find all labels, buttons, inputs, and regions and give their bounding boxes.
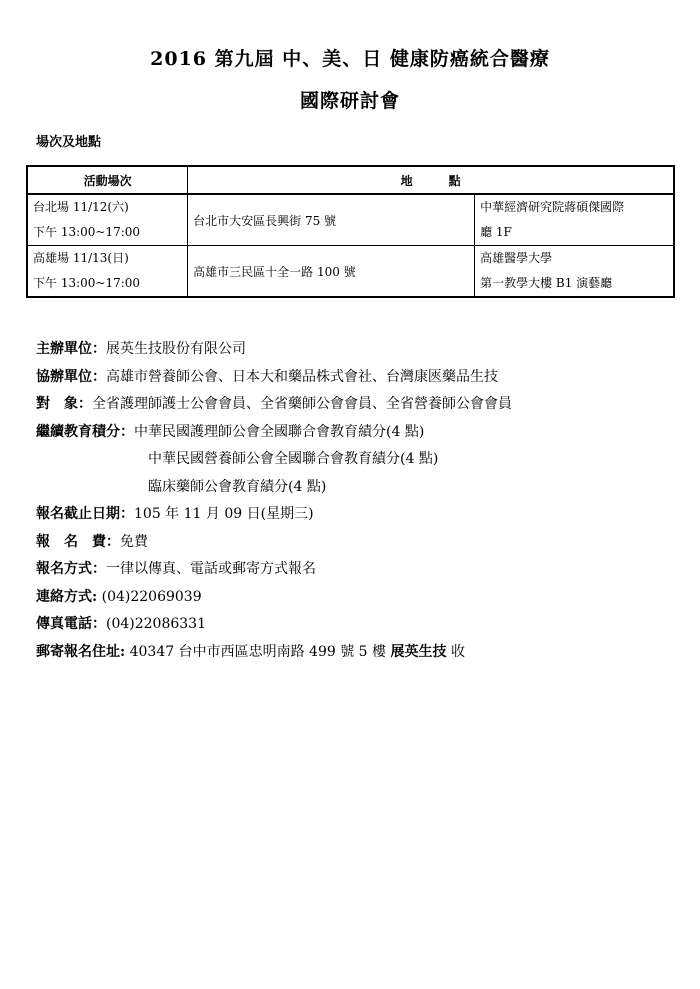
credits-row [36, 419, 512, 447]
table-header-row [27, 166, 674, 194]
audience-value: 全省護理師護士公會會員、全省藥師公會會員、全省營養師公會會員 [92, 396, 512, 412]
mail-row [36, 639, 512, 667]
co-organizer-row [36, 364, 512, 392]
session-cell [27, 194, 188, 246]
method-row [36, 556, 512, 584]
credits-row-2 [36, 446, 512, 474]
fax-label: 傳真電話： [36, 616, 106, 632]
fax-row [36, 611, 512, 639]
venue-line1: 中華經濟研究院蔣碩傑國際 [480, 200, 625, 214]
fee-value: 免費 [120, 533, 148, 550]
session-date: 高雄場 11/13(日) [33, 251, 129, 265]
fee-row [36, 529, 512, 557]
schedule-table [26, 165, 675, 298]
credit-item: 中華民國營養師公會全國聯合會教育績分(4 點) [148, 451, 439, 467]
credits-label: 繼續教育積分： [36, 423, 134, 440]
contact-row [36, 584, 512, 612]
mail-recipient: 展英生技 [390, 643, 447, 660]
mail-label: 郵寄報名住址: [36, 643, 126, 660]
session-date: 台北場 11/12(六) [33, 200, 129, 214]
method-value: 一律以傳真、電話或郵寄方式報名 [106, 561, 316, 577]
header-location: 地 點 [188, 166, 674, 194]
venue-cell [475, 246, 674, 298]
co-organizer-value: 高雄市營養師公會、日本大和藥品株式會社、台灣康匧藥品生技 [106, 368, 498, 385]
deadline-row [36, 501, 512, 529]
session-cell [27, 246, 188, 298]
table-row [27, 194, 674, 246]
organizer-row [36, 336, 512, 364]
document-subtitle: 國際研討會 [299, 90, 400, 112]
method-label: 報名方式： [36, 561, 106, 577]
mail-suffix: 收 [446, 643, 465, 660]
contact-label: 連絡方式: [36, 588, 98, 605]
deadline-label: 報名截止日期： [36, 506, 134, 522]
address-cell: 台北市大安區長興街 75 號 [188, 194, 475, 246]
venue-line2: 廳 1F [480, 225, 512, 239]
document-title: 2016 第九屆 中、美、日 健康防癌統合醫療 [150, 48, 550, 70]
contact-value: (04)22069039 [97, 588, 202, 605]
venue-line2: 第一教學大樓 B1 演藝廳 [480, 276, 613, 290]
header-session: 活動場次 [27, 166, 188, 194]
session-time: 下午 13:00~17:00 [33, 225, 141, 239]
co-organizer-label: 協辦單位： [36, 368, 106, 385]
credits-row-3 [36, 474, 512, 502]
deadline-value: 105 年 11 月 09 日(星期三) [134, 506, 314, 522]
venue-line1: 高雄醫學大學 [480, 251, 553, 265]
organizer-label: 主辦單位： [36, 341, 106, 357]
fax-value: (04)22086331 [106, 616, 206, 632]
credit-item: 臨床藥師公會教育績分(4 點) [148, 478, 327, 495]
info-block [36, 336, 512, 666]
section-label: 場次及地點 [36, 135, 102, 150]
audience-label: 對 象： [36, 396, 92, 412]
fee-label: 報 名 費： [36, 533, 120, 550]
organizer-value: 展英生技股份有限公司 [106, 341, 246, 357]
table-row [27, 246, 674, 298]
address-cell: 高雄市三民區十全一路 100 號 [188, 246, 475, 298]
mail-address: 40347 台中市西區忠明南路 499 號 5 樓 [125, 643, 391, 660]
session-time: 下午 13:00~17:00 [33, 276, 141, 290]
audience-row [36, 391, 512, 419]
credit-item: 中華民國護理師公會全國聯合會教育績分(4 點) [134, 423, 425, 440]
venue-cell [475, 194, 674, 246]
